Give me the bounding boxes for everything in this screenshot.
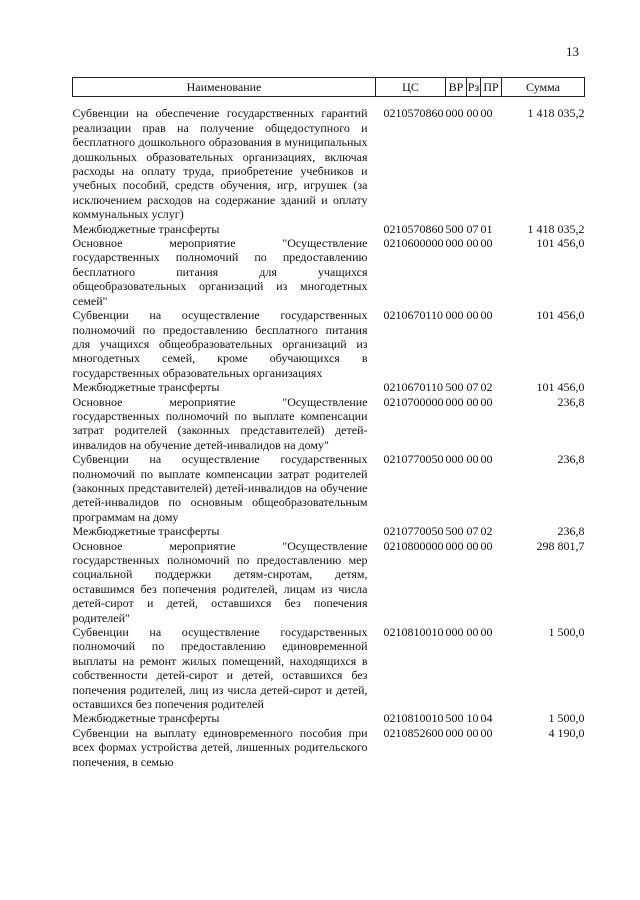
row-rz: 00 <box>466 452 479 467</box>
table-header-row <box>73 78 585 97</box>
table-row <box>73 452 585 524</box>
row-vr: 000 <box>445 394 464 409</box>
table-row <box>73 711 585 725</box>
row-vr: 000 <box>445 625 464 640</box>
row-cs: 0210670110 <box>383 380 444 395</box>
row-cs: 0210670110 <box>383 308 444 323</box>
row-cs: 0210800000 <box>383 538 444 553</box>
row-vr: 000 <box>445 308 464 323</box>
row-rz: 10 <box>466 711 479 726</box>
row-sum: 1 500,0 <box>548 711 585 726</box>
row-name: Субвенции на выплату единовременного пособия при всех формах устройства детей, лишенных родительского попечения, в семью <box>72 725 368 769</box>
row-sum: 298 801,7 <box>536 538 585 553</box>
header-rz: Рз <box>467 78 481 97</box>
row-sum: 236,8 <box>557 524 585 539</box>
row-pr: 00 <box>480 452 493 467</box>
table-row <box>73 380 585 394</box>
row-sum: 101 456,0 <box>536 308 585 323</box>
table-row <box>73 97 585 222</box>
row-sum: 101 456,0 <box>536 380 585 395</box>
row-sum: 1 500,0 <box>548 625 585 640</box>
row-pr: 02 <box>480 380 493 395</box>
row-cs: 0210770050 <box>383 452 444 467</box>
row-pr: 01 <box>480 221 493 236</box>
row-cs: 0210570860 <box>383 106 444 121</box>
table-row <box>73 524 585 538</box>
table-row <box>73 625 585 711</box>
row-pr: 00 <box>480 394 493 409</box>
row-rz: 00 <box>466 308 479 323</box>
row-name: Межбюджетные трансферты <box>72 380 220 395</box>
row-rz: 00 <box>466 236 479 251</box>
row-cs: 0210810010 <box>383 711 444 726</box>
row-vr: 500 <box>445 711 464 726</box>
table-row <box>73 222 585 236</box>
row-rz: 00 <box>466 538 479 553</box>
row-cs: 0210852600 <box>383 725 444 740</box>
row-pr: 00 <box>480 625 493 640</box>
row-sum: 236,8 <box>557 394 585 409</box>
row-name: Межбюджетные трансферты <box>72 524 220 539</box>
row-rz: 07 <box>466 524 479 539</box>
row-cs: 0210810010 <box>383 625 444 640</box>
row-name: Субвенции на осуществление государственных полномочий по выплате компенсации затрат родителей (законных представителей) детей-инвалидов на обучение детей-инвалидов по основным общеобразовательным программам на дому <box>72 452 368 524</box>
row-cs: 0210770050 <box>383 524 444 539</box>
row-name: Субвенции на осуществление государственных полномочий по предоставлению бесплатного питания для учащихся общеобразовательных организаций из многодетных семей, кроме обучающихся в государственных образовательных организациях <box>72 308 368 380</box>
row-rz: 07 <box>466 221 479 236</box>
row-name: Субвенции на обеспечение государственных гарантий реализации прав на получение общедоступного и бесплатного дошкольного образования в муниципальных дошкольных образовательных организациях, включая расходы на оплату труда, приобретение учебников и учебных пособий, средств обучения, игр, игрушек (за исключением расходов на содержание зданий и оплату коммунальных услуг) <box>72 106 368 222</box>
row-rz: 00 <box>466 106 479 121</box>
row-pr: 00 <box>480 538 493 553</box>
budget-table <box>72 77 585 769</box>
header-vr: ВР <box>446 78 467 97</box>
row-name: Межбюджетные трансферты <box>72 221 220 236</box>
row-vr: 500 <box>445 524 464 539</box>
row-pr: 00 <box>480 725 493 740</box>
header-cs: ЦС <box>376 78 446 97</box>
row-pr: 00 <box>480 308 493 323</box>
row-name: Основное мероприятие "Осуществление государственных полномочий по выплате компенсации затрат родителей (законных представителей) детей-инвалидов на обучение детей-инвалидов на дому" <box>72 394 368 452</box>
table-row <box>73 395 585 453</box>
row-sum: 1 418 035,2 <box>527 106 585 121</box>
table-row <box>73 726 585 769</box>
row-rz: 00 <box>466 725 479 740</box>
row-sum: 1 418 035,2 <box>527 221 585 236</box>
row-rz: 07 <box>466 380 479 395</box>
row-rz: 00 <box>466 625 479 640</box>
row-pr: 02 <box>480 524 493 539</box>
row-pr: 04 <box>480 711 493 726</box>
table-row <box>73 308 585 380</box>
page-number: 13 <box>566 44 579 59</box>
table-row <box>73 539 585 625</box>
header-name: Наименование <box>73 78 376 97</box>
row-vr: 000 <box>445 236 464 251</box>
row-vr: 500 <box>445 221 464 236</box>
row-sum: 4 190,0 <box>548 725 585 740</box>
table-row <box>73 236 585 308</box>
row-vr: 000 <box>445 725 464 740</box>
row-name: Основное мероприятие "Осуществление государственных полномочий по предоставлению мер социальной поддержки детям-сиротам, детям, оставшимся без попечения родителей, лицам из числа детей-сирот и детей, оставшихся без попечения родителей" <box>72 538 368 625</box>
row-name: Межбюджетные трансферты <box>72 711 220 726</box>
row-cs: 0210570860 <box>383 221 444 236</box>
row-vr: 000 <box>445 452 464 467</box>
row-sum: 101 456,0 <box>536 236 585 251</box>
row-cs: 0210700000 <box>383 394 444 409</box>
row-rz: 00 <box>466 394 479 409</box>
header-pr: ПР <box>481 78 502 97</box>
row-vr: 500 <box>445 380 464 395</box>
row-pr: 00 <box>480 106 493 121</box>
row-name: Основное мероприятие "Осуществление государственных полномочий по предоставлению бесплатного питания для учащихся общеобразовательных организаций из многодетных семей" <box>72 236 368 308</box>
row-cs: 0210600000 <box>383 236 444 251</box>
row-vr: 000 <box>445 538 464 553</box>
row-sum: 236,8 <box>557 452 585 467</box>
row-vr: 000 <box>445 106 464 121</box>
row-name: Субвенции на осуществление государственных полномочий по предоставлению единовременной выплаты на ремонт жилых помещений, находящихся в собственности детей-сирот и детей, оставшихся без попечения родителей, лиц из числа детей-сирот и детей, оставшихся без попечения родителей <box>72 625 368 712</box>
header-sum: Сумма <box>502 78 585 97</box>
row-pr: 00 <box>480 236 493 251</box>
